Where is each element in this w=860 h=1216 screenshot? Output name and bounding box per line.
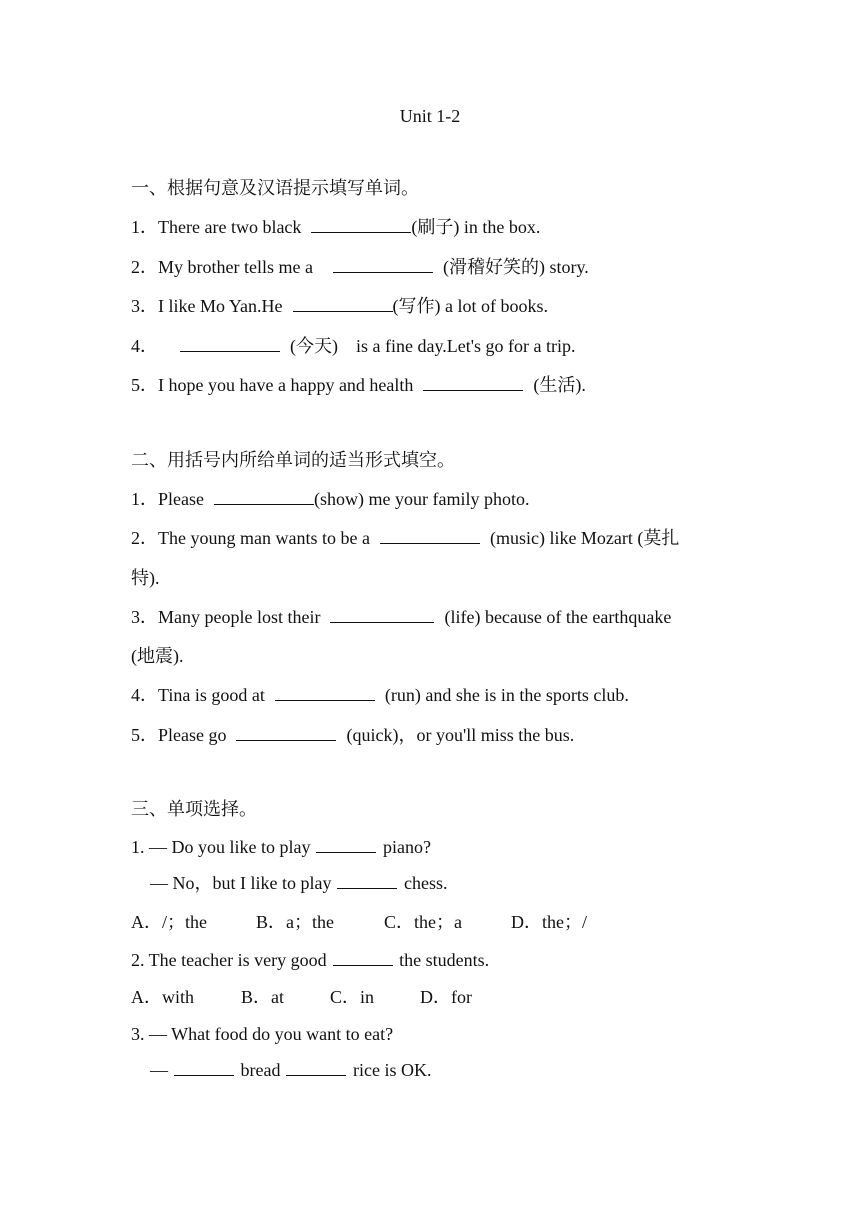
s3-question-2-options [131,985,472,1009]
s1-q4-hint: (今天) is a fine day.Let's go for a trip. [290,336,576,356]
s3-q1-text-end: piano? [382,837,431,857]
s1-q3-hint: (写作) a lot of books. [392,296,548,316]
s2-q2-hint: (music) like Mozart (莫扎 [489,528,680,548]
s3-question-3-reply [150,1058,431,1082]
option-c[interactable]: C．the；a [384,912,462,932]
answer-blank[interactable] [337,874,397,889]
s1-question-4 [131,334,576,358]
s2-question-2-continued: 特). [131,568,160,588]
s3-q1-reply-text: — No，but I like to play [150,873,332,893]
answer-blank[interactable] [174,1061,234,1076]
s3-q1-text: 1. — Do you like to play [131,837,311,857]
answer-blank[interactable] [293,295,393,312]
s1-q2-hint: (滑稽好笑的) story. [442,257,589,277]
answer-blank[interactable] [286,1061,346,1076]
s2-q3-hint: (life) because of the earthquake [444,607,672,627]
s2-q4-text: 4．Tina is good at [131,685,265,705]
s2-q5-text: 5．Please go [131,725,227,745]
s1-question-5 [131,373,586,397]
s2-question-3-continued: (地震). [131,646,184,666]
option-b[interactable]: B．a；the [256,912,334,932]
section-2-heading: 二、用括号内所给单词的适当形式填空。 [131,450,455,470]
s1-question-1 [131,215,540,239]
s2-q2-text: 2．The young man wants to be a [131,528,370,548]
s2-q3-text: 3．Many people lost their [131,607,321,627]
s2-question-2 [131,526,679,550]
s2-question-3 [131,605,671,629]
s2-question-5 [131,723,574,747]
s2-question-1 [131,487,529,511]
option-d[interactable]: D．for [420,987,472,1007]
answer-blank[interactable] [380,527,480,544]
s3-question-3: 3. — What food do you want to eat? [131,1024,394,1044]
s1-q4-text: 4． [131,336,158,356]
s3-q1-reply-end: chess. [403,873,448,893]
answer-blank[interactable] [214,488,314,505]
s1-q5-text: 5．I hope you have a happy and health [131,375,414,395]
answer-blank[interactable] [316,838,376,853]
option-a[interactable]: A．/；the [131,912,207,932]
s3-question-1-options [131,910,587,934]
s3-question-2 [131,948,489,972]
answer-blank[interactable] [330,606,434,623]
s1-q2-text: 2．My brother tells me a [131,257,313,277]
s3-q2-text: 2. The teacher is very good [131,950,327,970]
s1-question-2 [131,255,589,279]
s3-q2-text-end: the students. [399,950,490,970]
section-3-heading: 三、单项选择。 [131,799,257,819]
s1-q1-hint: (刷子) in the box. [411,217,541,237]
answer-blank[interactable] [423,374,523,391]
answer-blank[interactable] [333,951,393,966]
s2-question-4 [131,683,629,707]
section-1-heading: 一、根据句意及汉语提示填写单词。 [131,178,419,198]
s1-q5-hint: (生活). [533,375,586,395]
answer-blank[interactable] [236,724,336,741]
s3-q3-mid: bread [240,1060,281,1080]
s2-q1-text: 1．Please [131,489,204,509]
s1-question-3 [131,294,548,318]
s1-q3-text: 3．I like Mo Yan.He [131,296,283,316]
s1-q1-text: 1．There are two black [131,217,302,237]
s3-question-1 [131,835,431,859]
option-a[interactable]: A．with [131,987,194,1007]
page-title: Unit 1-2 [399,106,461,126]
answer-blank[interactable] [311,216,411,233]
answer-blank[interactable] [180,335,280,352]
s2-q5-hint: (quick)，or you'll miss the bus. [346,725,575,745]
option-c[interactable]: C．in [330,987,375,1007]
s3-q3-dash: — [150,1060,168,1080]
s3-q3-end: rice is OK. [352,1060,432,1080]
answer-blank[interactable] [275,684,375,701]
answer-blank[interactable] [333,256,433,273]
option-b[interactable]: B．at [241,987,284,1007]
s2-q4-hint: (run) and she is in the sports club. [384,685,629,705]
s3-question-1-reply [150,871,447,895]
option-d[interactable]: D．the；/ [511,912,587,932]
s2-q1-hint: (show) me your family photo. [313,489,530,509]
